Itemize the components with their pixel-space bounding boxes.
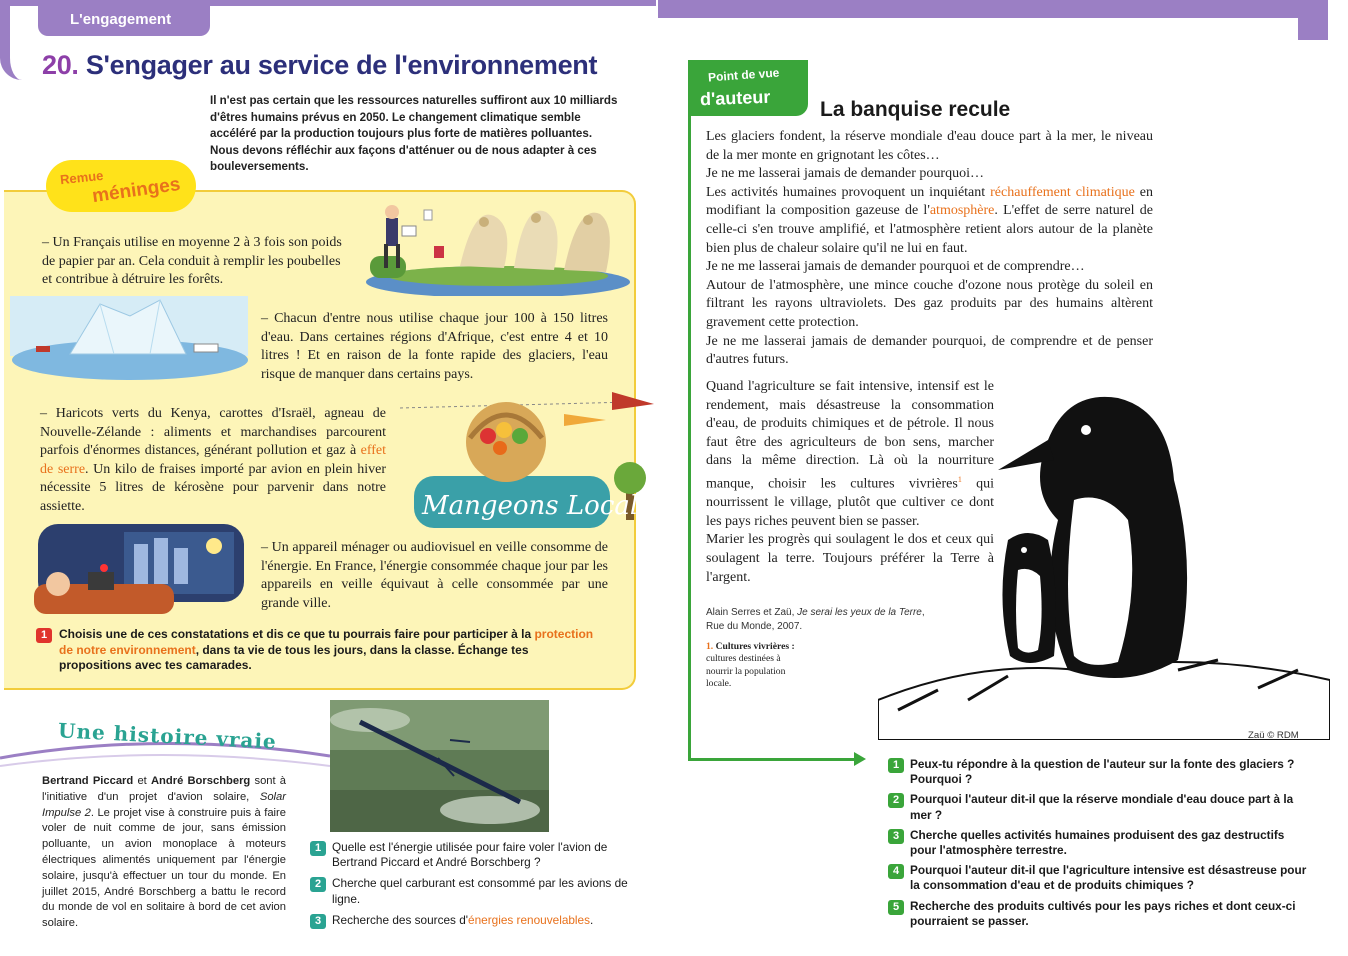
histoire-plane-name: Solar Impulse 2 bbox=[42, 790, 286, 819]
histoire-question-2 bbox=[310, 876, 640, 906]
pov-line2: d'auteur bbox=[699, 86, 771, 110]
fact-water: – Chacun d'entre nous utilise chaque jour 100 à 150 litres d'eau. Dans certaines régions d'Afrique, c'est entre 4 et 10 litres ! Et en raison de la fonte rapide des glaciers, l'eau risque de manquer dans certains pays. bbox=[261, 311, 608, 382]
p7-text-before: Quand l'agriculture se fait intensive, intensif est le rendement, mais désastreuse la consommation d'eau, de produits chimiques et de pétrole. Il nous faut être des agriculteurs de bon sens, marcher dans la même direction. Là où la nourriture manque, choisir les cultures vivrières bbox=[706, 379, 994, 492]
page-title bbox=[42, 50, 597, 81]
histoire-name1: Bertrand Piccard bbox=[42, 775, 134, 787]
question-number-badge: 4 bbox=[888, 864, 904, 879]
article-question-5 bbox=[888, 899, 1308, 929]
chapter-title-text: S'engager au service de l'environnement bbox=[85, 50, 598, 80]
question-text: Pourquoi l'auteur dit-il que la réserve mondiale d'eau douce part à la mer ? bbox=[910, 792, 1294, 822]
mangeons-local-illustration bbox=[400, 392, 656, 532]
question-text: Pourquoi l'auteur dit-il que l'agriculture intensive est désastreuse pour la consommation d'eau et de produits chimiques ? bbox=[910, 863, 1307, 893]
footnote-term: Cultures vivrières : bbox=[715, 641, 795, 652]
question-number-badge: 1 bbox=[888, 758, 904, 773]
badge-line1: Remue bbox=[59, 167, 105, 188]
question-text: Cherche quelles activités humaines produisent des gaz destructifs pour l'atmosphère terrestre. bbox=[910, 827, 1285, 858]
iceberg-illustration bbox=[10, 296, 248, 382]
article-body-top bbox=[706, 128, 1153, 370]
atmosphere-link[interactable]: atmosphère bbox=[929, 203, 995, 219]
histoire-text-before: sont à l'initiative d'un projet d'avion solaire, bbox=[42, 775, 287, 803]
question-text-after: , dans ta vie de tous les jours, dans la classe. Échange tes propositions avec tes camarades. bbox=[59, 642, 529, 673]
histoire-question-1 bbox=[310, 840, 640, 870]
pov-line1: Point de vue bbox=[707, 65, 780, 85]
question-text: Quelle est l'énergie utilisée pour faire voler l'avion de Bertrand Piccard et André Borschberg ? bbox=[332, 840, 608, 870]
source-book: Je serai les yeux de la Terre bbox=[797, 607, 922, 618]
green-horizontal-rule bbox=[688, 758, 856, 761]
energies-renouvelables-link[interactable]: énergies renouvelables bbox=[468, 912, 591, 927]
article-questions bbox=[888, 757, 1308, 934]
histoire-name2: André Borschberg bbox=[150, 775, 251, 787]
remue-meninges-question bbox=[36, 627, 596, 674]
histoire-paragraph bbox=[42, 774, 286, 932]
question-text-after: . bbox=[590, 912, 594, 927]
fact-paper: – Un Français utilise en moyenne 2 à 3 fois son poids de papier par an. Cela conduit à remplir les poubelles et contribue à détruire les forêts. bbox=[42, 235, 342, 288]
question-number-badge: 2 bbox=[888, 793, 904, 808]
article-title: La banquise recule bbox=[820, 98, 1011, 121]
histoire-questions bbox=[310, 840, 640, 934]
question-number-badge: 5 bbox=[888, 900, 904, 915]
point-de-vue-tab bbox=[688, 60, 808, 116]
effet-de-serre-link[interactable]: effet de serre bbox=[40, 443, 386, 477]
question-number-badge: 3 bbox=[310, 914, 326, 929]
question-text-before: Recherche des sources d' bbox=[332, 912, 469, 927]
footnote-definition: cultures destinées à nourrir la population locale. bbox=[706, 653, 786, 690]
footnote-number: 1. bbox=[706, 641, 714, 652]
question-text: Cherche quel carburant est consommé par les avions de ligne. bbox=[332, 876, 628, 906]
p3-text-mid: en modifiant la composition gazeuse de l' bbox=[706, 184, 1153, 219]
question-text bbox=[332, 913, 593, 927]
intro-paragraph: Il n'est pas certain que les ressources naturelles suffiront aux 10 milliards d'êtres humains prévus en 2050. Le changement climatique semble accéléré par la production toujours plus forte de matières polluantes. Nous devons réfléchir aux façons d'atténuer ou de nous adapter à ces bouleversements. bbox=[210, 94, 618, 174]
footnote-marker: 1 bbox=[957, 474, 962, 484]
fact3-text-before: – Haricots verts du Kenya, carottes d'Israël, agneau de Nouvelle-Zélande : aliments et marchandises parcourent parfois d'énormes distances, générant pollution et gaz à bbox=[40, 406, 386, 459]
article-question-1 bbox=[888, 757, 1308, 787]
source-publisher: , Rue du Monde, 2007. bbox=[706, 607, 925, 632]
arrow-right-icon bbox=[854, 752, 866, 766]
penguin-illustration bbox=[878, 370, 1330, 740]
histoire-and: et bbox=[133, 775, 151, 787]
article-paragraph: Je ne me lasserai jamais de demander pourquoi et de comprendre… bbox=[706, 259, 1085, 275]
paper-trees-illustration bbox=[364, 196, 632, 296]
p3-text-after: . L'effet de serre naturel de celle-ci s'en trouve amplifié, et l'atmosphère retient alors autour de la planète bien plus de chaleur solaire qu'il ne lui en faut. bbox=[706, 203, 1153, 256]
question-number-badge: 3 bbox=[888, 829, 904, 844]
histoire-question-3 bbox=[310, 913, 640, 928]
remue-meninges-badge bbox=[46, 160, 196, 212]
article-paragraph: Je ne me lasserai jamais de demander pourquoi, de comprendre et de penser d'autres futurs. bbox=[706, 333, 1153, 368]
night-standby-illustration bbox=[28, 524, 248, 622]
question-text bbox=[59, 627, 596, 674]
question-number-badge: 1 bbox=[310, 841, 326, 856]
question-text: Recherche des produits cultivés pour les pays riches et dont ceux-ci pourraient se passer. bbox=[910, 898, 1296, 928]
article-paragraph: Marier les progrès qui soulagent le dos et ceux qui soulagent la terre. Toujours préférer la Terre à l'argent. bbox=[706, 532, 994, 585]
fact3-text-after: . Un kilo de fraises importé par avion en plein hiver nécessite 5 litres de kérosène pour parvenir dans notre assiette. bbox=[40, 461, 386, 514]
badge-line2: méninges bbox=[90, 173, 182, 208]
fact-standby: – Un appareil ménager ou audiovisuel en veille consomme de l'énergie. En France, l'énergie consommée chaque jour par les appareils en veille équivaut à celle consommée par une grande ville. bbox=[261, 540, 608, 611]
right-page bbox=[658, 0, 1348, 956]
left-page bbox=[0, 0, 656, 956]
article-question-2 bbox=[888, 792, 1308, 822]
illustration-credit: Zaü © RDM bbox=[1248, 730, 1299, 741]
mangeons-local-label: Mangeons Local bbox=[422, 491, 639, 521]
top-purple-corner bbox=[1298, 0, 1328, 40]
left-purple-border bbox=[0, 0, 22, 80]
source-author: Alain Serres et Zaü, bbox=[706, 607, 798, 618]
chapter-number: 20. bbox=[42, 50, 79, 80]
article-paragraph bbox=[706, 184, 1153, 258]
protection-environnement-link[interactable]: protection de notre environnement bbox=[59, 627, 594, 657]
fact-food-distance bbox=[40, 405, 386, 517]
article-paragraph: Autour de l'atmosphère, une mince couche d'ozone nous protège du soleil en filtrant les rayons ultraviolets. Des gaz produits par des humains altèrent gravement cette protection. bbox=[706, 277, 1153, 330]
p7-text-after: qui nourrissent le village, plutôt que cultiver ce dont les pays riches peuvent bien se passer. bbox=[706, 476, 994, 529]
question-text-before: Choisis une de ces constatations et dis ce que tu pourrais faire pour participer à la bbox=[59, 627, 535, 641]
article-paragraph: Les glaciers fondent, la réserve mondiale d'eau douce part à la mer, le niveau de la mer monte en grignotant les côtes… bbox=[706, 129, 1153, 163]
histoire-text-after: . Le projet vise à construire puis à faire voler de nuit comme de jour, sans émission polluante, un avion monoplace à moteurs électriques alimentés uniquement par l'énergie solaire, jusqu'à effectuer un tour du monde. En juillet 2015, André Borschberg a battu le record du monde de vol en solitaire à bord de cet avion solaire. bbox=[42, 806, 286, 930]
histoire-title: Une histoire vraie bbox=[57, 718, 278, 754]
rechauffement-climatique-link[interactable]: réchauffement climatique bbox=[990, 184, 1135, 200]
p3-text-before: Les activités humaines provoquent un inquiétant bbox=[706, 184, 991, 200]
section-tab: L'engagement bbox=[38, 4, 210, 36]
top-purple-band bbox=[658, 0, 1328, 18]
question-number-badge: 1 bbox=[36, 628, 52, 643]
article-question-3 bbox=[888, 828, 1308, 858]
question-number-badge: 2 bbox=[310, 877, 326, 892]
article-paragraph: Je ne me lasserai jamais de demander pourquoi… bbox=[706, 166, 984, 182]
green-vertical-rule bbox=[688, 116, 691, 761]
footnote bbox=[706, 641, 802, 691]
solar-plane-photo bbox=[330, 700, 549, 832]
article-question-4 bbox=[888, 863, 1308, 893]
question-text: Peux-tu répondre à la question de l'auteur sur la fonte des glaciers ? Pourquoi ? bbox=[910, 757, 1295, 787]
